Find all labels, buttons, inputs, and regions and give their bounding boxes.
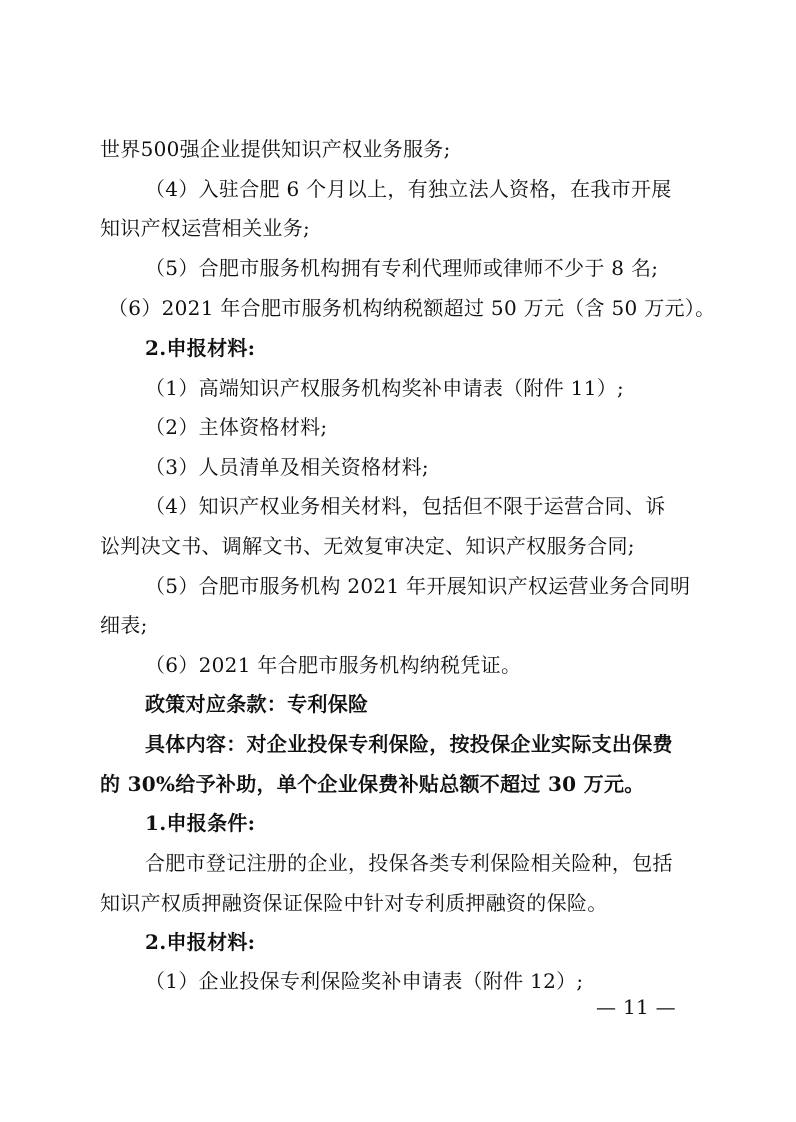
text-line-2: （4）入驻合肥 6 个月以上，有独立法人资格，在我市开展 xyxy=(145,177,672,201)
section-heading-conditions: 1.申报条件: xyxy=(145,811,256,835)
text-line-5: （6）2021 年合肥市服务机构纳税额超过 50 万元（含 50 万元）。 xyxy=(108,296,716,320)
text-line-11: 讼判决文书、调解文书、无效复审决定、知识产权服务合同; xyxy=(100,534,635,558)
policy-clause-heading: 政策对应条款：专利保险 xyxy=(145,692,369,716)
text-line-22: （1）企业投保专利保险奖补申请表（附件 12）; xyxy=(145,969,584,993)
text-line-13: 细表; xyxy=(100,613,148,637)
text-line-10: （4）知识产权业务相关材料，包括但不限于运营合同、诉 xyxy=(145,494,666,518)
page-number: — 11 — xyxy=(596,995,676,1019)
section-heading-materials: 2.申报材料: xyxy=(145,336,256,360)
text-line-3: 知识产权运营相关业务; xyxy=(100,216,311,240)
text-line-9: （3）人员清单及相关资格材料; xyxy=(145,455,429,479)
policy-content-line-1: 具体内容：对企业投保专利保险，按投保企业实际支出保费 xyxy=(145,732,673,756)
text-line-14: （6）2021 年合肥市服务机构纳税凭证。 xyxy=(145,653,522,677)
text-line-4: （5）合肥市服务机构拥有专利代理师或律师不少于 8 名; xyxy=(145,256,659,280)
text-line-1: 世界500强企业提供知识产权业务服务; xyxy=(100,137,451,161)
text-line-7: （1）高端知识产权服务机构奖补申请表（附件 11）; xyxy=(145,376,625,400)
text-line-19: 合肥市登记注册的企业，投保各类专利保险相关险种，包括 xyxy=(145,851,673,875)
policy-content-line-2: 的 30%给予补助，单个企业保费补贴总额不超过 30 万元。 xyxy=(100,772,645,796)
text-line-20: 知识产权质押融资保证保险中针对专利质押融资的保险。 xyxy=(100,891,608,915)
text-line-8: （2）主体资格材料; xyxy=(145,415,328,439)
text-line-12: （5）合肥市服务机构 2021 年开展知识产权运营业务合同明 xyxy=(145,574,691,598)
section-heading-materials-2: 2.申报材料: xyxy=(145,930,256,954)
